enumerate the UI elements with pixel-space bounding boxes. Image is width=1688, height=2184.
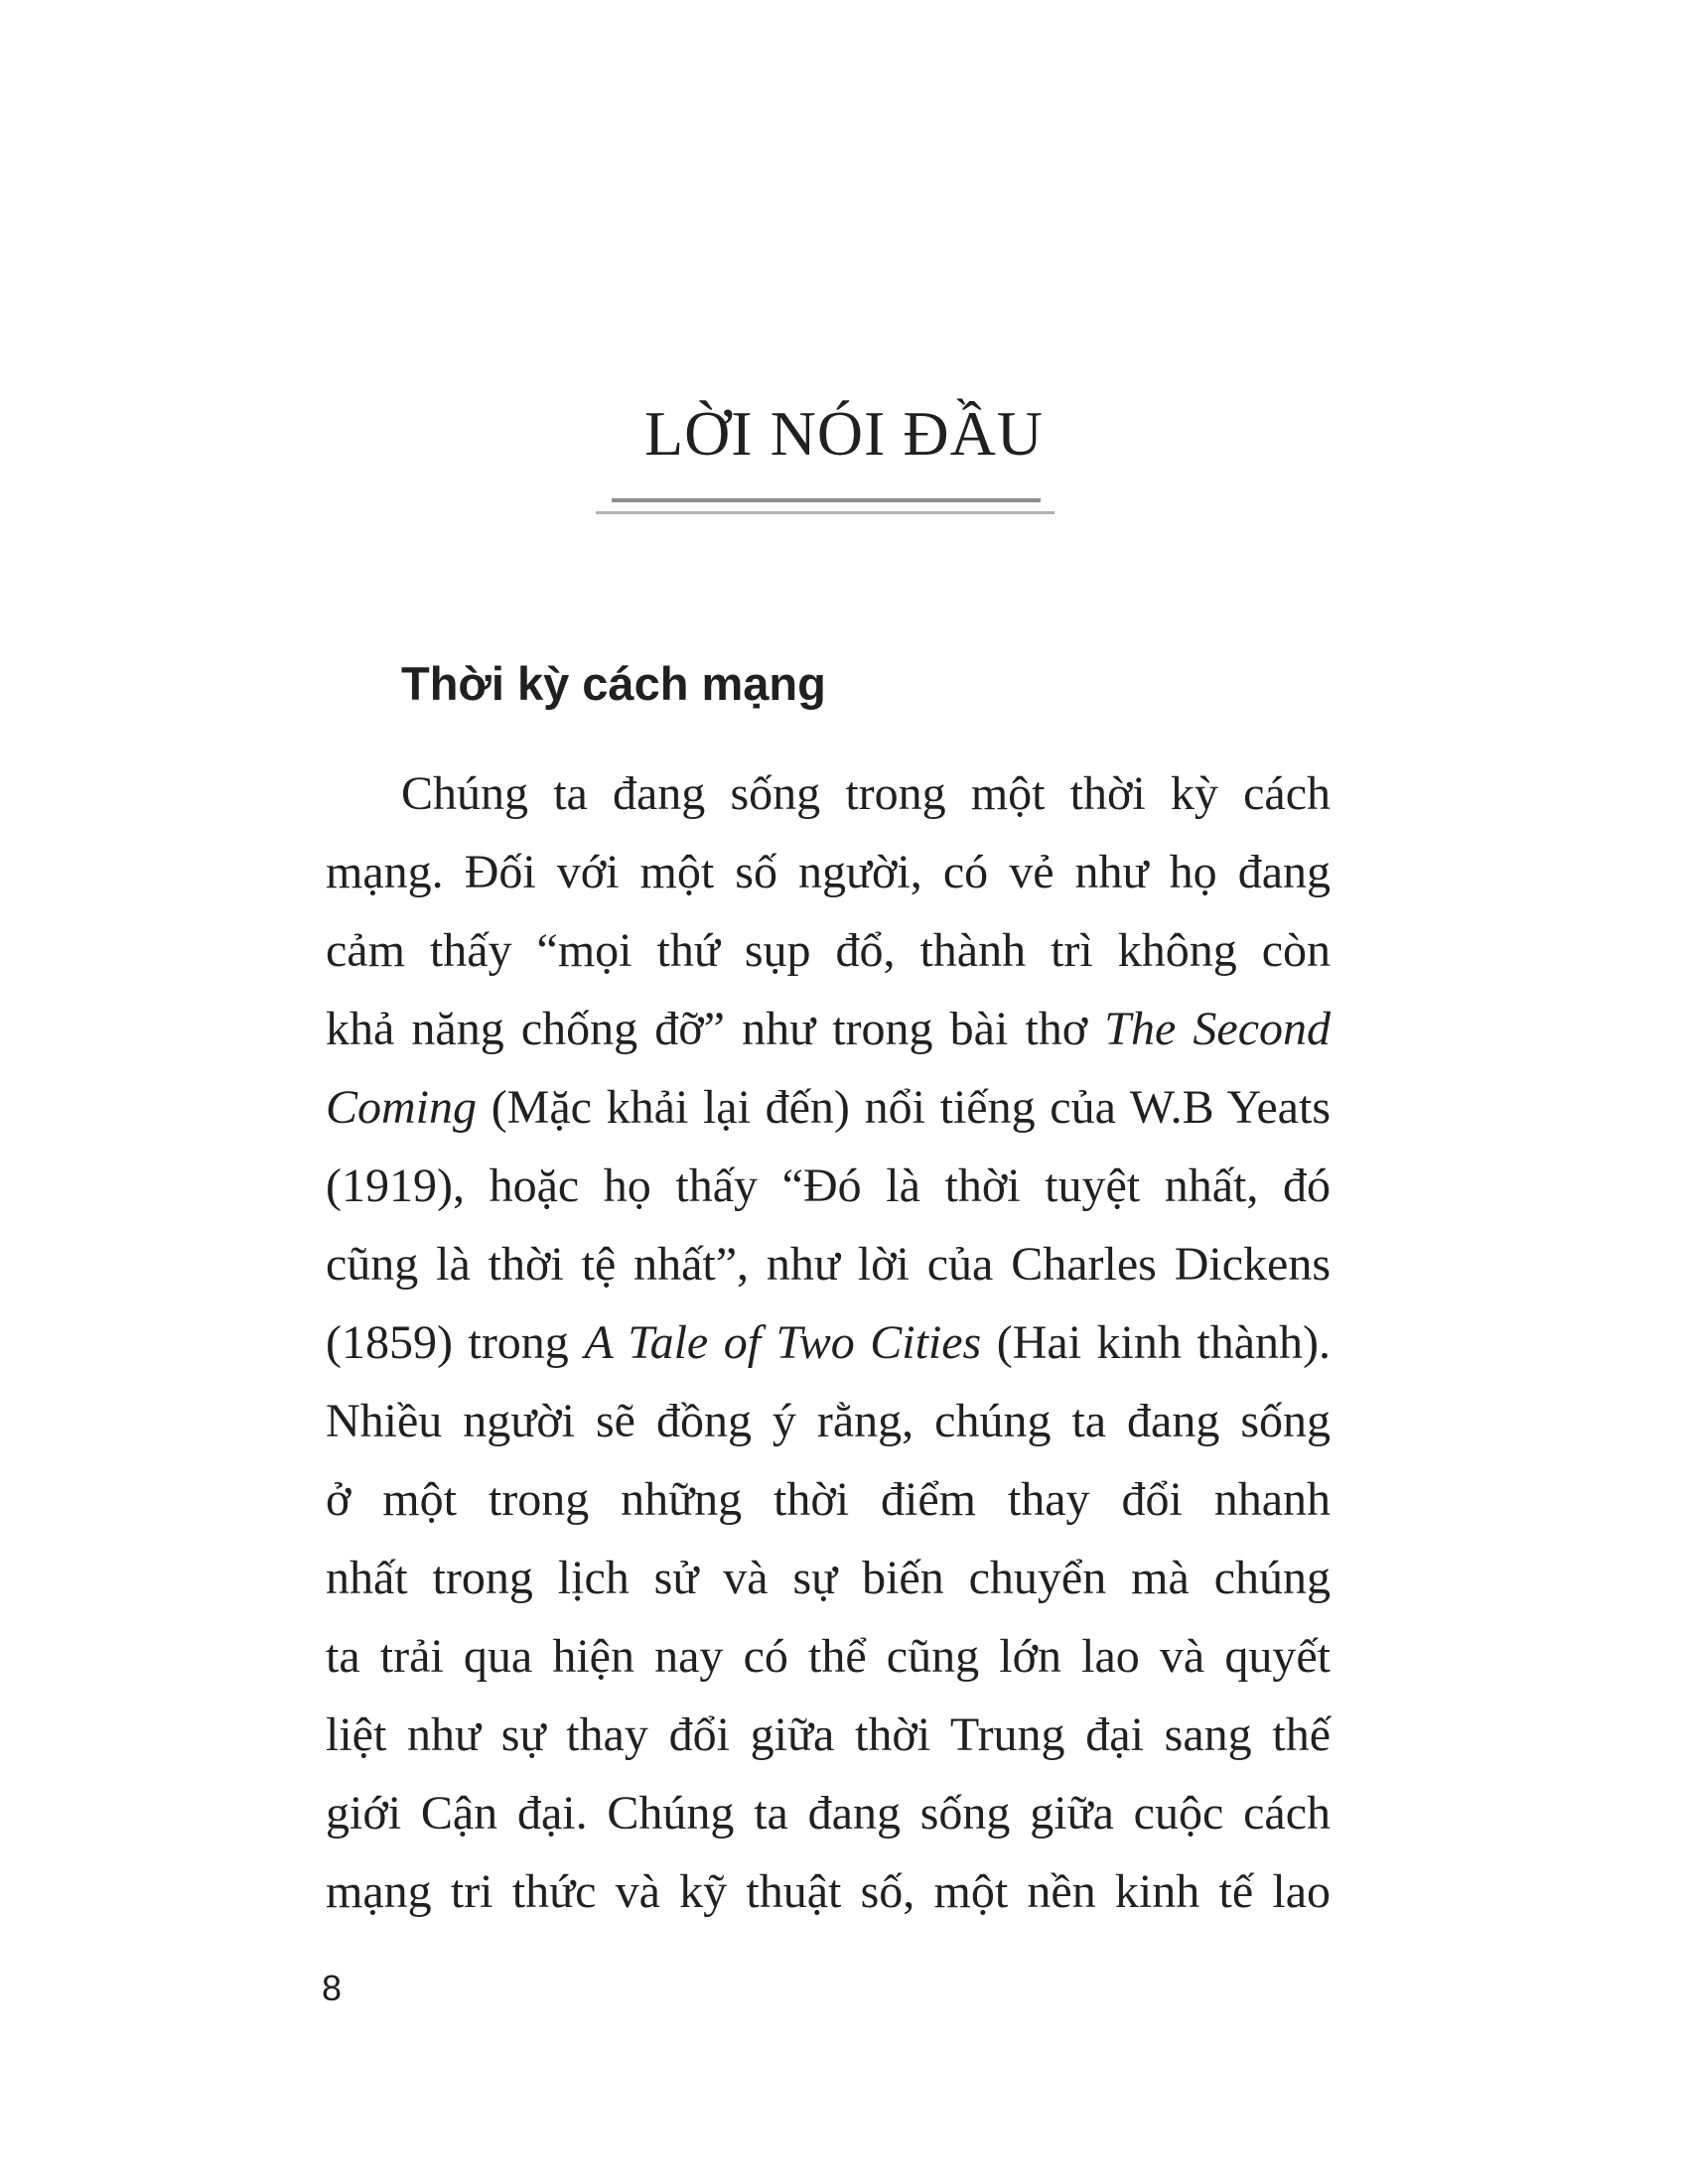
paragraph-line: [326, 754, 1331, 833]
line-text: nhất trong lịch sử và sự biến chuyển mà chúng: [326, 1552, 1331, 1604]
line-text: ta trải qua hiện nay có thể cũng lớn lao và quyết: [326, 1630, 1331, 1683]
paragraph-line: [326, 990, 1331, 1068]
title-underline-light: [596, 511, 1055, 514]
paragraph-line: [326, 1539, 1331, 1617]
section-heading: Thời kỳ cách mạng: [401, 657, 826, 710]
line-text: (Hai kinh thành).: [981, 1316, 1332, 1369]
line-text: (1919), hoặc họ thấy “Đó là thời tuyệt nhất, đó: [326, 1160, 1331, 1212]
paragraph-line: [326, 833, 1331, 911]
poem-title-italic: Coming: [326, 1081, 478, 1134]
paragraph-line: [326, 1382, 1331, 1460]
paragraph-line: [326, 1617, 1331, 1696]
paragraph-line: [326, 1068, 1331, 1147]
paragraph-line: [326, 1774, 1331, 1852]
line-text: giới Cận đại. Chúng ta đang sống giữa cuộc cách: [326, 1787, 1331, 1840]
line-text: (1859) trong: [326, 1316, 585, 1369]
line-text: ở một trong những thời điểm thay đổi nhanh: [326, 1473, 1331, 1526]
paragraph-line: [326, 1225, 1331, 1303]
line-text: cũng là thời tệ nhất”, như lời của Charles Dickens: [326, 1238, 1331, 1291]
page-number: 8: [322, 1968, 343, 2008]
title-underline-dark: [612, 498, 1041, 502]
line-text: khả năng chống đỡ” như trong bài thơ: [326, 1003, 1105, 1055]
line-text: mạng. Đối với một số người, có vẻ như họ đang: [326, 846, 1331, 898]
paragraph-line: [326, 1147, 1331, 1225]
line-text: Chúng ta đang sống trong một thời kỳ cách: [401, 767, 1331, 820]
book-title-italic: A Tale of Two Cities: [584, 1316, 982, 1369]
paragraph-line: [326, 1460, 1331, 1539]
line-text: Nhiều người sẽ đồng ý rằng, chúng ta đang sống: [326, 1395, 1331, 1447]
paragraph-line: [326, 1696, 1331, 1774]
line-text: cảm thấy “mọi thứ sụp đổ, thành trì không còn: [326, 924, 1331, 977]
paragraph-line: [326, 1852, 1331, 1931]
line-text: liệt như sự thay đổi giữa thời Trung đại sang thế: [326, 1708, 1331, 1761]
poem-title-italic: The Second: [1104, 1003, 1332, 1055]
line-text: mạng tri thức và kỹ thuật số, một nền kinh tế lao: [326, 1865, 1331, 1918]
paragraph-line: [326, 911, 1331, 990]
chapter-title: LỜI NÓI ĐẦU: [643, 398, 1045, 469]
body-paragraph: [326, 754, 1331, 1931]
line-text: (Mặc khải lại đến) nổi tiếng của W.B Yeats: [477, 1081, 1331, 1134]
paragraph-line: [326, 1303, 1331, 1382]
